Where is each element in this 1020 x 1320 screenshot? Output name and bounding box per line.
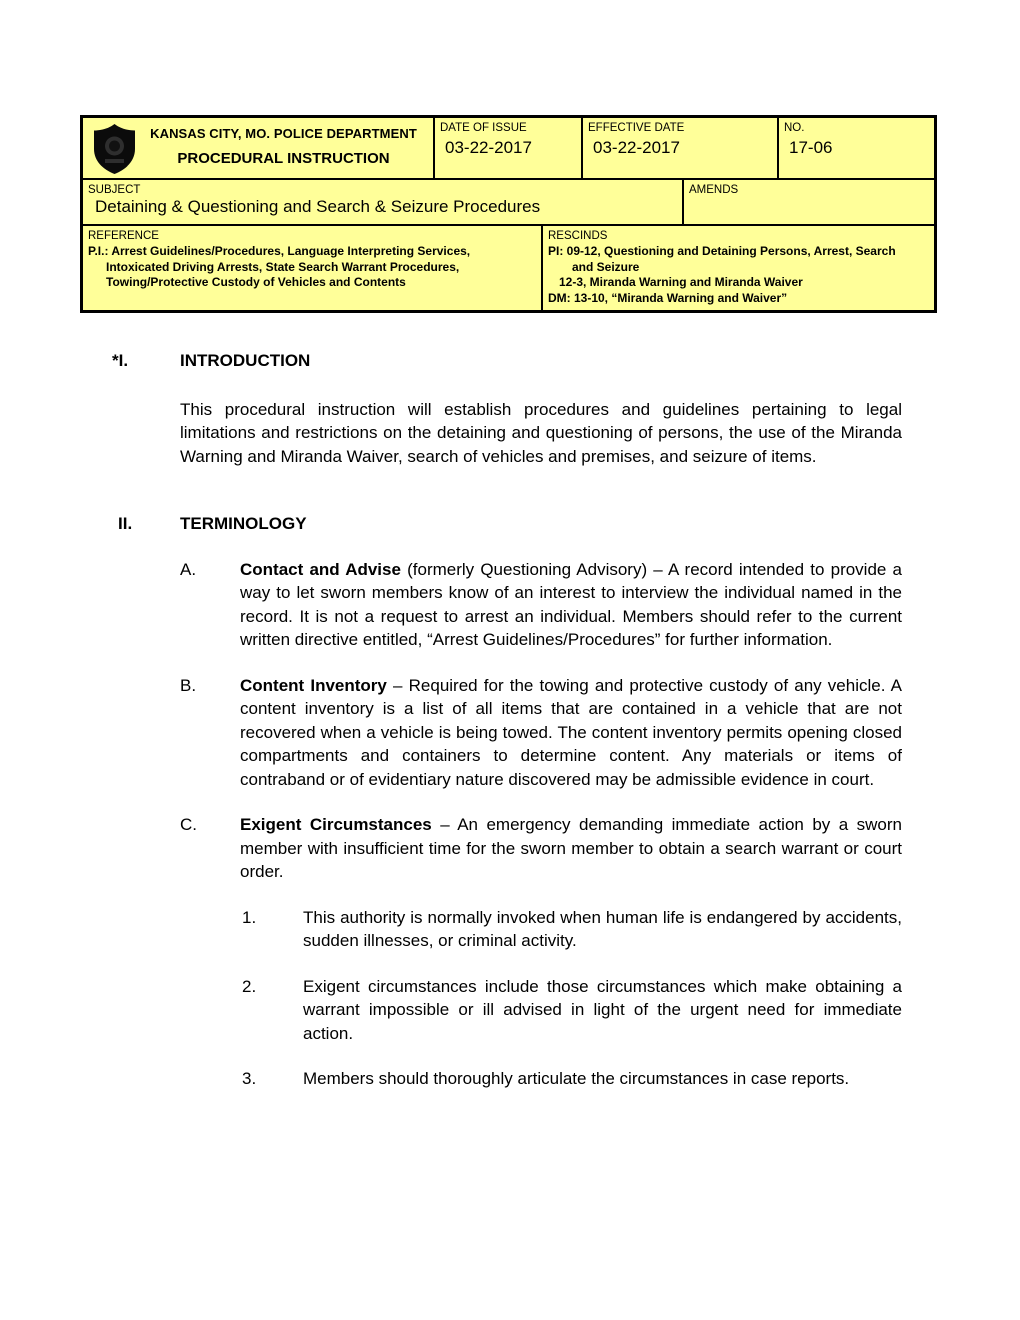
section-heading-terminology [112, 512, 904, 536]
item-number: 3. [242, 1069, 257, 1088]
term-letter: C. [180, 815, 197, 834]
rescinds-line: 12-3, Miranda Warning and Miranda Waiver [559, 275, 803, 289]
term-letter: B. [180, 675, 197, 695]
introduction-paragraph: This procedural instruction will establish procedures and guidelines pertaining to legal limitations and restrictions on the detaining and questioning of persons, the use of the Miranda Warning and Miranda Waiver, search of vehicles and premises, and seizure of items. [180, 399, 902, 466]
rescinds-line: and Seizure [572, 259, 640, 274]
header-row-3 [83, 226, 934, 310]
department-name: KANSAS CITY, MO. POLICE DEPARTMENT [150, 126, 417, 141]
term-title: Exigent Circumstances [240, 815, 432, 834]
term-body: – An emergency demanding immediate action by a sworn member with insufficient time for the sworn member to obtain a search warrant or court order. [240, 815, 903, 881]
term-item-a [180, 558, 902, 652]
item-text: This authority is normally invoked when human life is endangered by accidents, sudden illnesses, or criminal activity. [303, 907, 902, 950]
term-body: – Required for the towing and protective custody of any vehicle. A content inventory is a list of all items that are contained in a vehicle that are not recovered when a vehicle is being towed. The content inventory permits opening closed compartments and containers to determine content. Any materials or items of contraband or of evidentiary nature discovered may be admissible evidence in court. [240, 675, 902, 789]
term-title: Content Inventory [240, 675, 387, 695]
department-cell [83, 118, 435, 178]
subject-label: SUBJECT [88, 184, 141, 196]
term-text [240, 813, 902, 884]
amends-cell [684, 180, 934, 224]
term-letter: A. [180, 559, 197, 579]
document-type: PROCEDURAL INSTRUCTION [177, 150, 390, 167]
reference-line: P.I.: Arrest Guidelines/Procedures, Language Interpreting Services, [88, 244, 471, 258]
numbered-item-3 [242, 1067, 902, 1091]
date-of-issue-label: DATE OF ISSUE [440, 122, 527, 134]
header-row-1 [83, 118, 934, 180]
item-number: 1. [242, 907, 257, 927]
effective-date-label: EFFECTIVE DATE [588, 122, 685, 134]
rescinds-line: DM: 13-10, “Miranda Warning and Waiver” [548, 290, 788, 305]
term-title: Contact and Advise [240, 559, 401, 579]
header-row-2 [83, 180, 934, 226]
term-text [240, 558, 902, 652]
rescinds-line: PI: 09-12, Questioning and Detaining Persons, Arrest, Search [548, 244, 896, 258]
item-number: 2. [242, 976, 257, 996]
numbered-item-2 [242, 975, 902, 1046]
reference-cell [83, 226, 543, 310]
item-text: Exigent circumstances include those circumstances which make obtaining a warrant impossible or ill advised in light of the urgent need for immediate action. [303, 976, 902, 1043]
section-title: INTRODUCTION [180, 351, 311, 370]
term-body: (formerly Questioning Advisory) – A record intended to provide a way to let sworn members know of an interest to interview the individual named in the record. It is not a request to arrest an individual. Members should refer to the current written directive entitled, “Arrest Guidelines/Procedures” for further information. [240, 559, 902, 649]
rescinds-cell [543, 226, 934, 310]
department-text [138, 123, 429, 167]
number-value: 17-06 [789, 138, 833, 157]
document-body [112, 349, 904, 1091]
reference-label: REFERENCE [88, 230, 159, 242]
reference-line: Towing/Protective Custody of Vehicles and Contents [106, 275, 406, 289]
rescinds-label: RESCINDS [548, 230, 608, 242]
term-item-c [180, 813, 902, 884]
section-number: II. [118, 514, 133, 533]
amends-label: AMENDS [689, 184, 739, 196]
effective-date-cell [583, 118, 779, 178]
section-heading-introduction [112, 349, 904, 373]
numbered-item-1 [242, 906, 902, 953]
header-table [80, 115, 937, 313]
police-badge-icon [91, 123, 138, 175]
item-text: Members should thoroughly articulate the circumstances in case reports. [303, 1069, 850, 1088]
subject-value: Detaining & Questioning and Search & Seizure Procedures [95, 197, 541, 216]
amends-value [684, 196, 934, 197]
section-number: *I. [112, 351, 129, 370]
number-label: NO. [784, 122, 805, 134]
date-of-issue-value: 03-22-2017 [445, 138, 532, 157]
number-cell [779, 118, 934, 178]
date-of-issue-cell [435, 118, 583, 178]
effective-date-value: 03-22-2017 [593, 138, 680, 157]
term-item-b [180, 674, 902, 792]
subject-cell [83, 180, 684, 224]
reference-line: Intoxicated Driving Arrests, State Search Warrant Procedures, [106, 259, 460, 274]
term-text [240, 674, 902, 792]
section-title: TERMINOLOGY [180, 514, 307, 533]
